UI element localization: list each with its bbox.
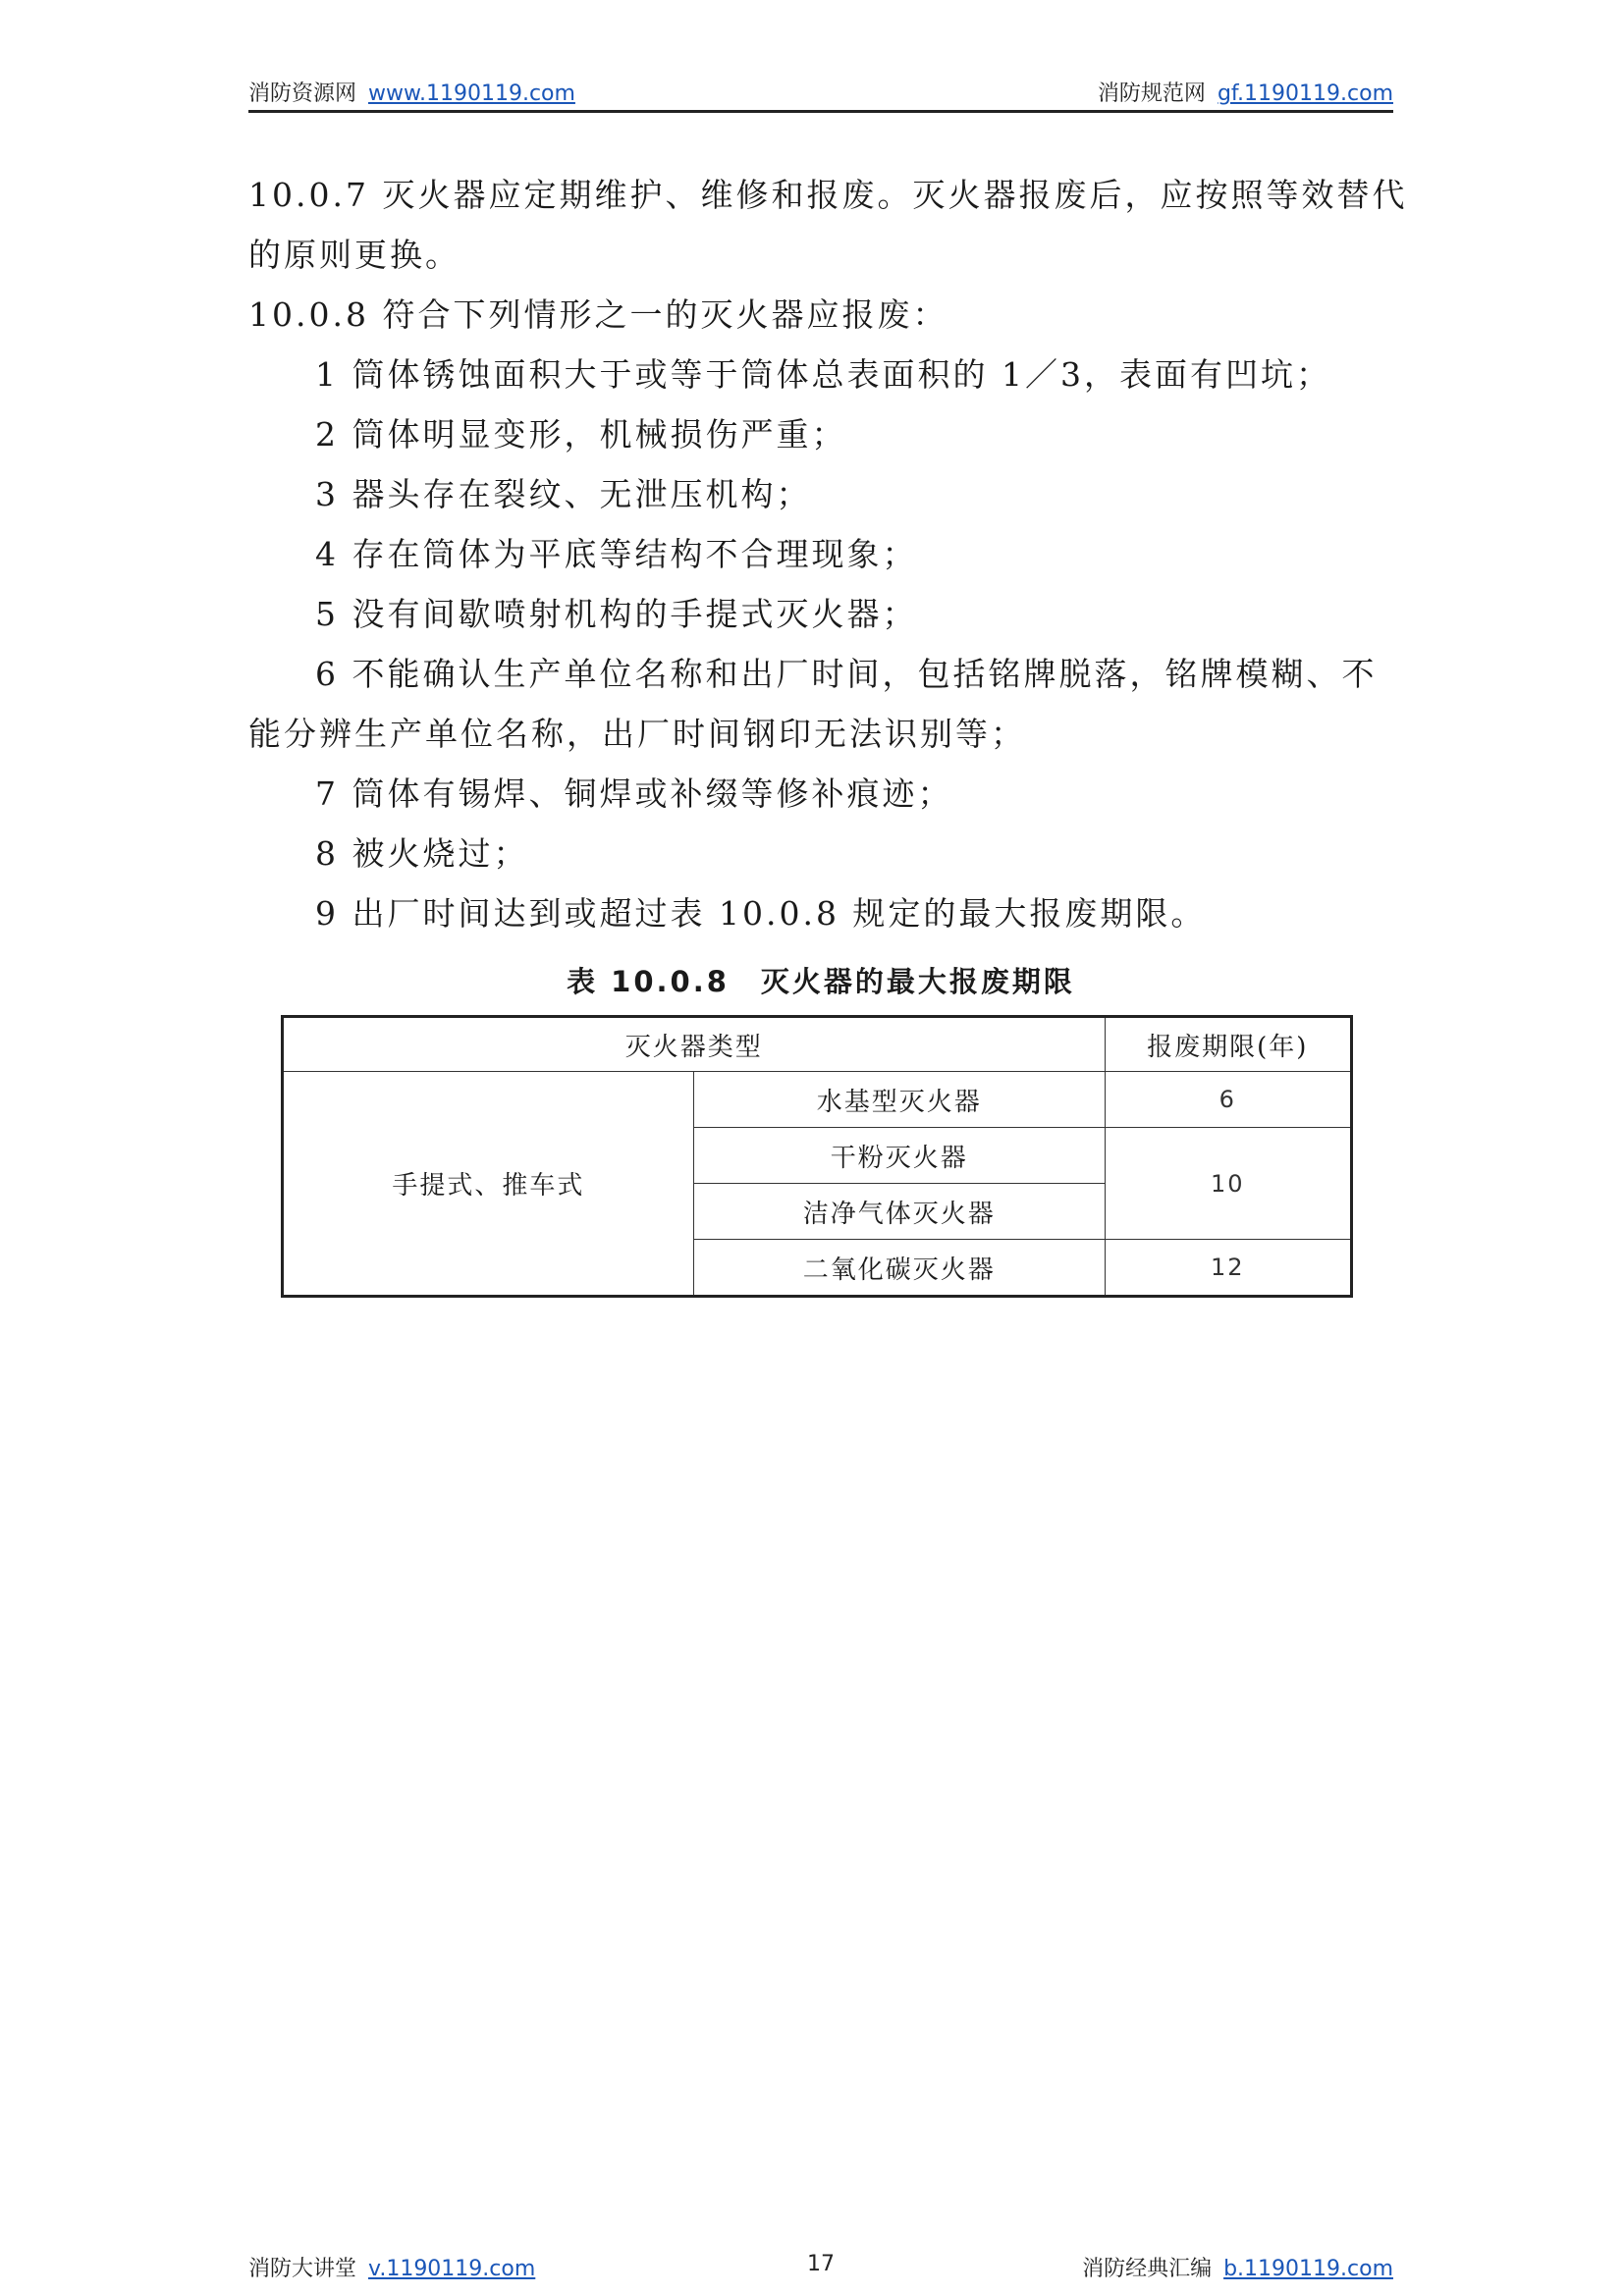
group-cell: 手提式、推车式 [283, 1072, 694, 1297]
type-cell: 二氧化碳灭火器 [693, 1240, 1105, 1297]
footer-left-link[interactable]: v.1190119.com [368, 2257, 536, 2281]
header-right-link[interactable]: gf.1190119.com [1217, 81, 1393, 106]
scrap-period-table [281, 1015, 1353, 1298]
list-item: 9 出厂时间达到或超过表 10.0.8 规定的最大报废期限。 [315, 894, 1207, 933]
table-header-row [283, 1017, 1352, 1072]
list-item: 2 筒体明显变形，机械损伤严重； [315, 415, 847, 454]
list-item-continuation: 能分辨生产单位名称，出厂时间钢印无法识别等； [248, 715, 1026, 753]
footer-left-label: 消防大讲堂 [248, 2257, 357, 2281]
list-item: 3 器头存在裂纹、无泄压机构； [315, 475, 812, 513]
type-cell: 水基型灭火器 [693, 1072, 1105, 1128]
header-left-link[interactable]: www.1190119.com [368, 81, 575, 106]
list-item: 7 筒体有锡焊、铜焊或补缀等修补痕迹； [315, 774, 953, 813]
footer-right [1082, 2252, 1393, 2282]
body-text [248, 165, 1408, 943]
header-scrap-years: 报废期限(年) [1105, 1017, 1351, 1072]
type-cell: 洁净气体灭火器 [693, 1184, 1105, 1240]
years-cell: 6 [1105, 1072, 1351, 1128]
years-cell: 10 [1105, 1128, 1351, 1240]
clause-10-0-8: 10.0.8 符合下列情形之一的灭火器应报废： [248, 295, 948, 334]
type-cell: 干粉灭火器 [693, 1128, 1105, 1184]
header-left [248, 77, 575, 107]
footer-right-link[interactable]: b.1190119.com [1223, 2257, 1393, 2281]
header-left-label: 消防资源网 [248, 81, 357, 106]
clause-10-0-7-line2: 的原则更换。 [248, 236, 460, 274]
header-extinguisher-type: 灭火器类型 [283, 1017, 1106, 1072]
list-item: 5 没有间歇喷射机构的手提式灭火器； [315, 595, 918, 633]
clause-10-0-7-line1: 10.0.7 灭火器应定期维护、维修和报废。灭火器报废后，应按照等效替代 [248, 176, 1408, 214]
table-caption: 表 10.0.8 灭火器的最大报废期限 [567, 965, 1075, 998]
list-item: 6 不能确认生产单位名称和出厂时间，包括铭牌脱落，铭牌模糊、不 [315, 655, 1378, 693]
header-right [1098, 77, 1393, 107]
header-right-label: 消防规范网 [1097, 81, 1206, 106]
list-item: 1 筒体锈蚀面积大于或等于筒体总表面积的 1／3，表面有凹坑； [315, 355, 1331, 394]
list-item: 4 存在筒体为平底等结构不合理现象； [315, 535, 918, 573]
page-header [248, 77, 1393, 113]
page-footer [248, 2252, 1393, 2285]
page-number: 17 [807, 2252, 835, 2276]
list-item: 8 被火烧过； [315, 834, 529, 873]
years-cell: 12 [1105, 1240, 1351, 1297]
table-row [283, 1072, 1352, 1128]
footer-right-label: 消防经典汇编 [1082, 2257, 1213, 2281]
